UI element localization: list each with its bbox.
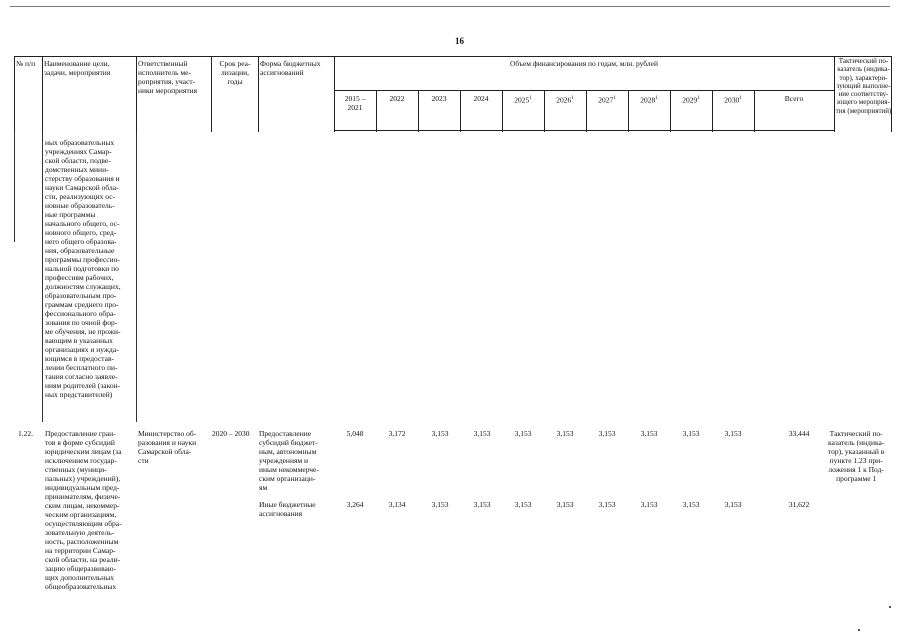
value-cell: 5,048	[346, 429, 364, 438]
header-finance: Объем финансирования по годам, млн. рублей	[509, 59, 659, 68]
year-total: Всего	[784, 94, 804, 103]
value-cell: 3,153	[640, 500, 658, 509]
value-cell: 3,134	[388, 500, 406, 509]
value-cell: 3,153	[431, 500, 449, 509]
value-cell: 3,153	[431, 429, 449, 438]
page-number: 16	[455, 36, 464, 46]
value-cell: 3,153	[556, 429, 574, 438]
header-num: № п/п	[16, 59, 36, 68]
value-cell: 3,153	[640, 429, 658, 438]
value-cell: 3,153	[598, 500, 616, 509]
year-2028: 2028$^1$	[640, 95, 658, 105]
header-form: Форма бюджетных ассигнований	[260, 59, 321, 77]
scan-speck	[889, 606, 891, 608]
value-cell: 3,153	[473, 429, 491, 438]
year-2023: 2023	[431, 94, 447, 103]
row-term: 2020 – 2030	[212, 429, 250, 438]
value-cell: 3,264	[346, 500, 364, 509]
year-2025: 2025$^1$	[514, 95, 532, 105]
value-cell: 3,153	[556, 500, 574, 509]
row-executor: Министерство об- разования и науки Самарской обла- сти	[138, 429, 197, 465]
year-2027: 2027$^1$	[598, 95, 616, 105]
value-cell: 3,153	[514, 500, 532, 509]
form-label-other: Иные бюджетные ассигнования	[259, 500, 316, 518]
top-scan-rule	[10, 6, 890, 7]
row-goal: Предоставление гран- тов в форме субсидий юридическим лицам (за исключением государ- ственных (муници- пальных) учреждений), индивидуальным пред- принимателям, физиче- ским лицам, некоммер- ческим организациям, осуществляющим обра- зовательную деятель- ность, расположенным на территории Самар- ской области, на реали- зацию общеразвиваю- щих дополнительных общеобразовательных	[45, 429, 122, 591]
row-indicator: Тактический по- казатель (индика- тор), указанный в пункте 1.23 при- ложения 1 к Под- программе 1	[828, 429, 885, 483]
value-cell: 3,172	[388, 429, 406, 438]
continued-goal-text: ных образовательных учреждениях Самар- ской области, подве- домственных мини- стерству образования и науки Самарской обла- сти, реализующих ос- новные образователь- ные программы начального общего, ос- новного общего, сред- него общего образова- ния, образовательные программы профессио- нальной подготовки по профессиям рабочих, должностям служащих, образовательным про- граммам среднего про- фессионального обра- зования по очной фор- ме обучения, не прожи- вающим в указанных организациях и нужда- ющимся в предостав- лении бесплатного пи- тания согласно заявле- ниям родителей (закон- ных представителей)	[45, 138, 121, 399]
header-executor: Ответственный исполнитель ме- роприятия, участ- ники мероприятия	[138, 59, 198, 95]
year-2022: 2022	[389, 94, 405, 103]
year-2026: 2026$^1$	[556, 95, 574, 105]
scan-speck	[858, 629, 860, 631]
header-indicator: Тактический по- казатель (индика- тор), характери- зующий выполне- ние соответству- ющего мероприя- тия (мероприятий)	[835, 57, 892, 115]
value-cell: 3,153	[598, 429, 616, 438]
header-term: Срок реа- лизации, годы	[219, 59, 251, 86]
table-header	[14, 56, 905, 132]
value-cell: 33,444	[788, 429, 810, 438]
year-2015-2021: 2015 – 2021	[344, 94, 366, 112]
year-2030: 2030$^1$	[724, 95, 742, 105]
value-cell: 31,622	[788, 500, 810, 509]
form-label-subsidies: Предоставление субсидий бюджет- ным, автономным учреждениям и иным некоммерче- ским организаци- ям	[259, 429, 319, 492]
value-cell: 3,153	[514, 429, 532, 438]
value-cell: 3,153	[724, 500, 742, 509]
value-cell: 3,153	[473, 500, 491, 509]
value-cell: 3,153	[724, 429, 742, 438]
value-cell: 3,153	[682, 500, 700, 509]
row-number: 1.22.	[18, 429, 33, 438]
header-goal: Наименование цели, задачи, мероприятия	[44, 59, 111, 77]
year-2029: 2029$^1$	[682, 95, 700, 105]
value-cell: 3,153	[682, 429, 700, 438]
year-2024: 2024	[473, 94, 489, 103]
